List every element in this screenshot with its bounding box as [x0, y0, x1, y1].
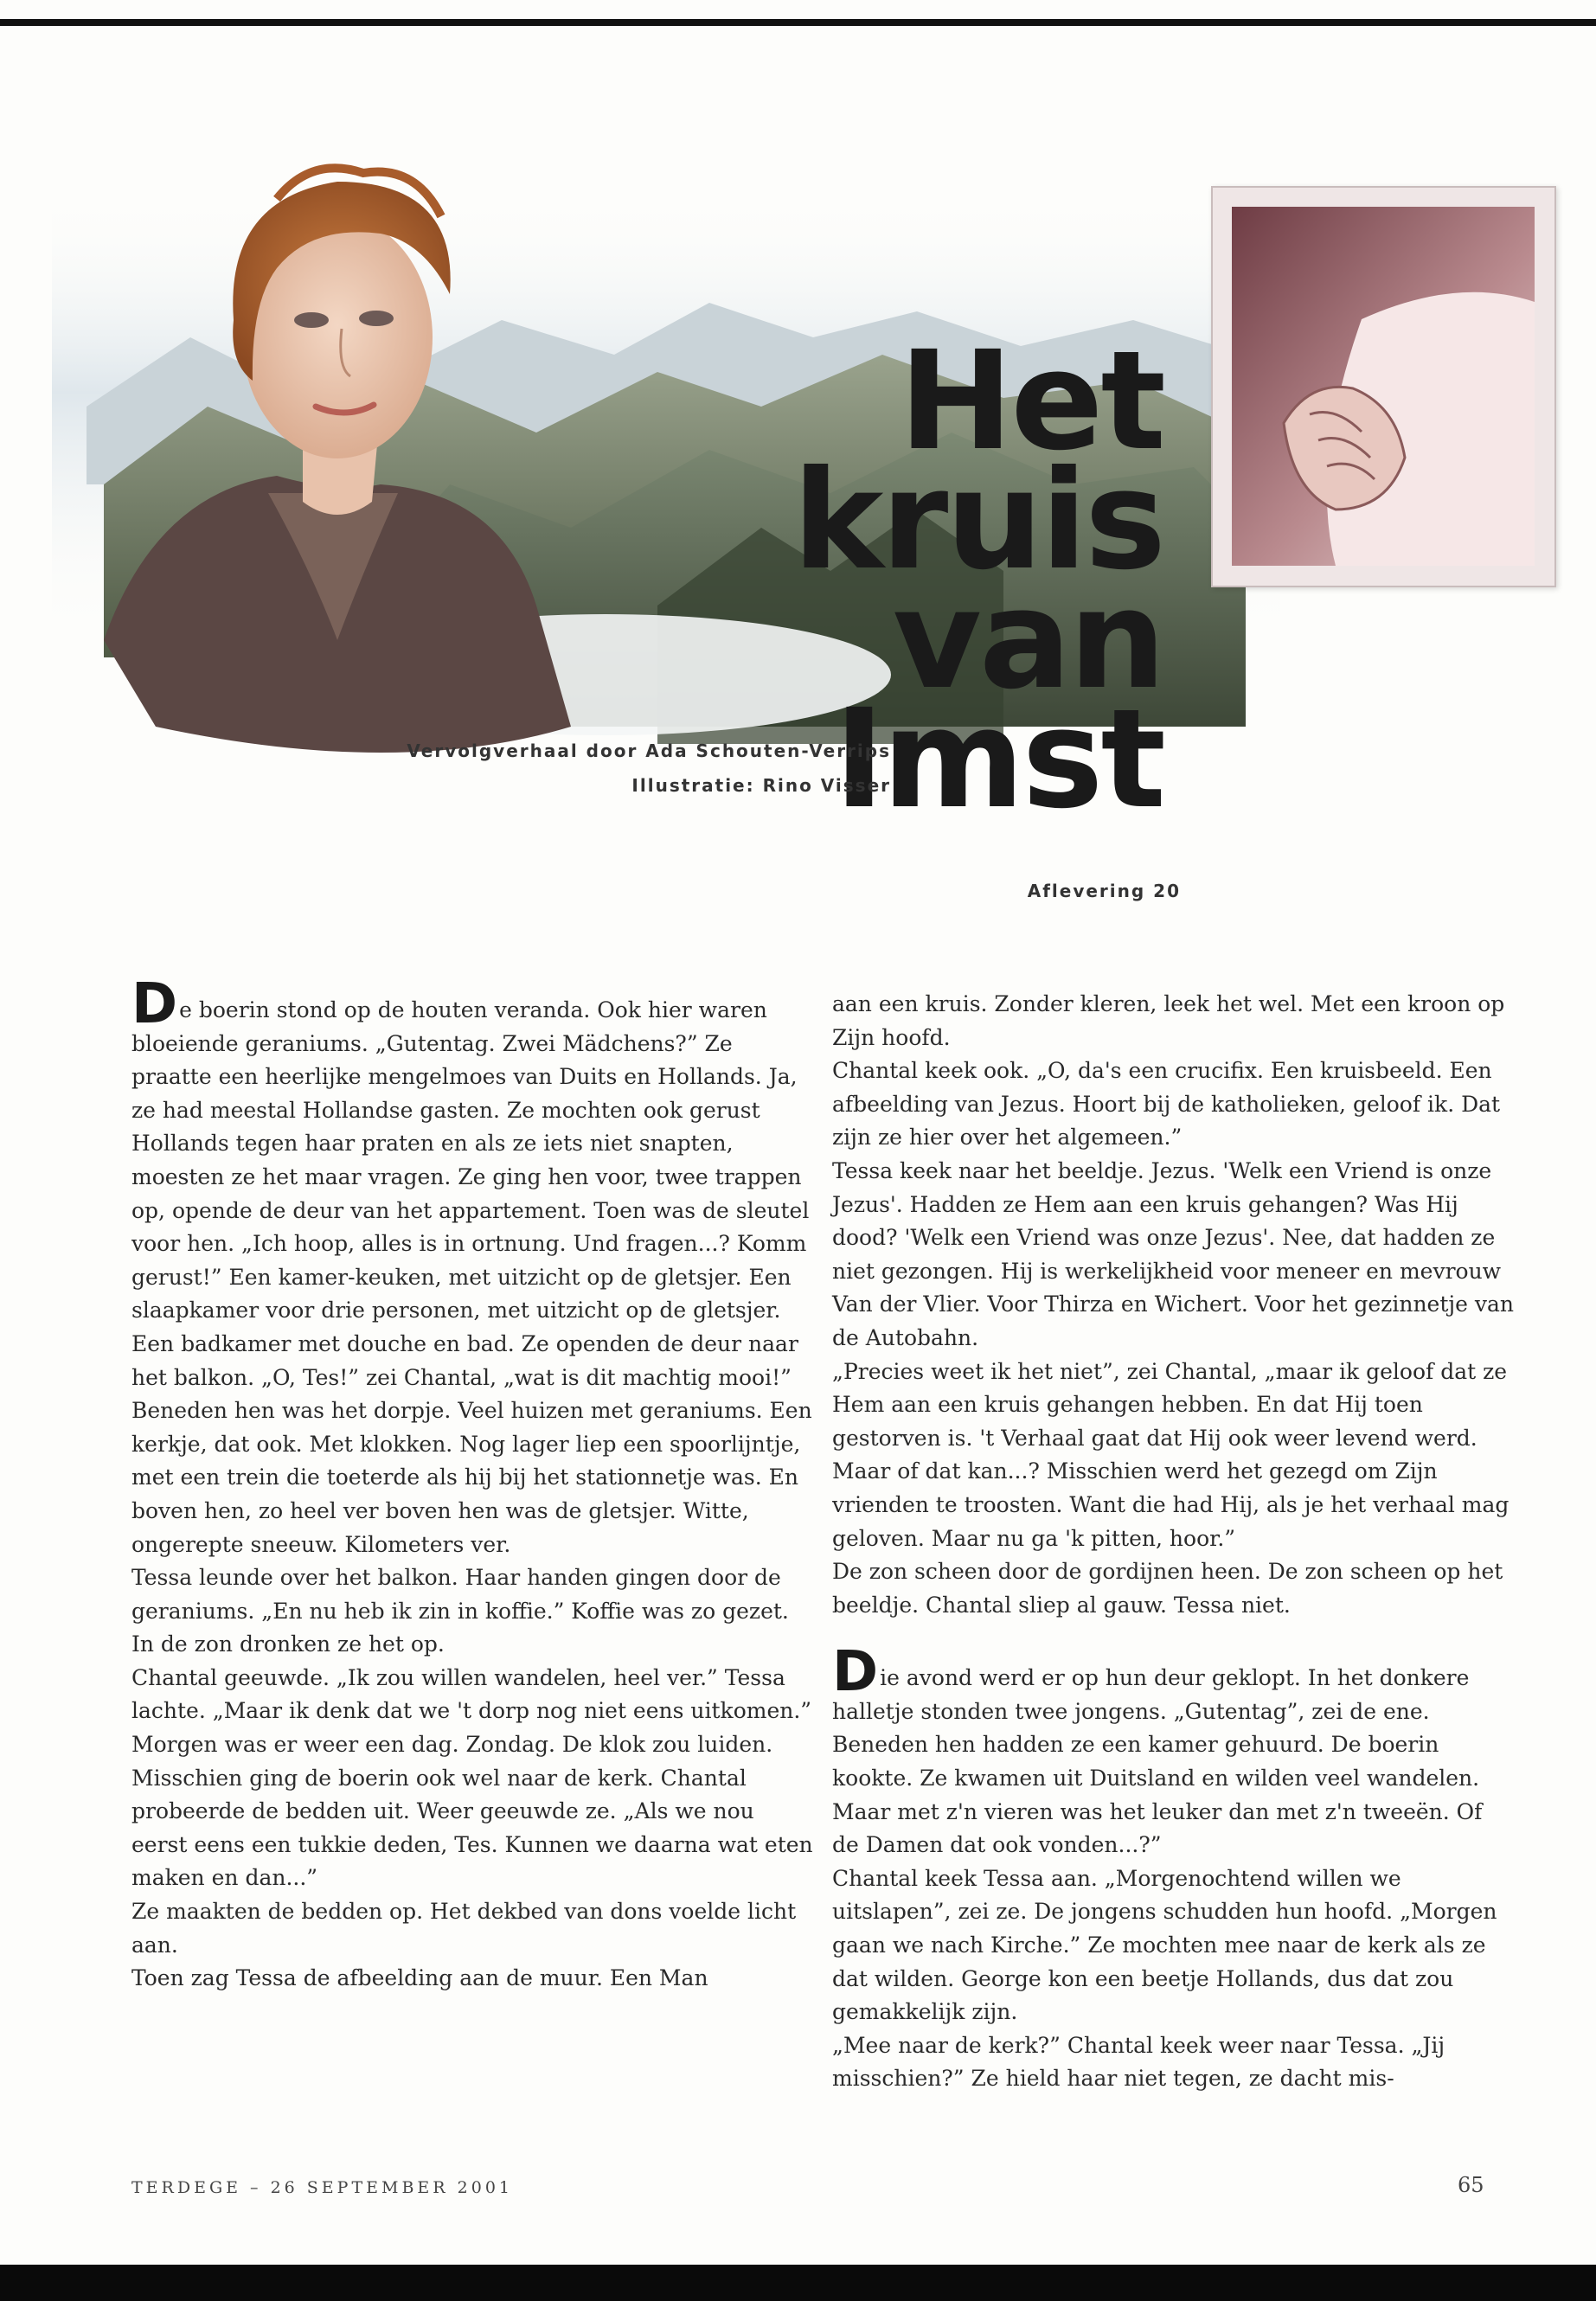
top-rule: [0, 19, 1596, 26]
episode-label: Aflevering 20: [1027, 881, 1181, 901]
paragraph: „Precies weet ik het niet”, zei Chantal, „maar ik geloof dat ze Hem aan een kruis gehangen hebben. En dat Hij toen gestorven is. 't Verhaal gaat dat Hij ook weer levend werd. Maar of dat kan...? Misschien werd het gezegd om Zijn vrienden te troosten. Want die had Hij, als je het verhaal mag geloven. Maar nu ga 'k pitten, hoor.”: [832, 1358, 1509, 1551]
paragraph: Morgen was er weer een dag. Zondag. De klok zou luiden. Misschien ging de boerin ook wel naar de kerk. Chantal probeerde de bedden uit. Weer geeuwde ze. „Als we nou eerst eens een tukkie deden, Tes. Kunnen we daarna wat eten maken en dan...”: [131, 1732, 813, 1891]
bottom-rule: [0, 2265, 1596, 2301]
paragraph: Chantal keek ook. „O, da's een crucifix. Een kruisbeeld. Een afbeelding van Jezus. Hoort bij de katholieken, geloof ik. Dat zijn ze hier over het algemeen.”: [832, 1058, 1501, 1150]
paragraph: aan een kruis. Zonder kleren, leek het wel. Met een kroon op Zijn hoofd.: [832, 991, 1505, 1050]
paragraph-text: e boerin stond op de houten veranda. Ook hier waren bloeiende geraniums. „Gutentag. Zwei Mädchens?” Ze praatte een heerlijke mengelmoes van Duits en Hollands. Ja, ze had meestal Hollandse gasten. Ze mochten ook gerust Hollands tegen haar praten en als ze iets niet snapten, moesten ze het maar vragen. Ze ging hen voor, twee trappen op, opende de deur van het appartement. Toen was de sleutel voor hen. „Ich hoop, alles is in ortnung. Und fragen...? Komm gerust!” Een kamer-keuken, met uitzicht op de gletsjer. Een slaapkamer voor drie personen, met uitzicht op de gletsjer. Een badkamer met douche en bad. Ze openden de deur naar het balkon. „O, Tes!” zei Chantal, „wat is dit machtig mooi!”: [131, 997, 810, 1390]
paragraph: Tessa keek naar het beeldje. Jezus. 'Welk een Vriend is onze Jezus'. Hadden ze Hem aan een kruis gehangen? Was Hij dood? 'Welk een Vriend was onze Jezus'. Nee, dat hadden ze niet gezongen. Hij is werkelijkheid voor meneer en mevrouw Van der Vlier. Voor Thirza en Wichert. Voor het gezinnetje van de Autobahn.: [832, 1157, 1515, 1350]
footer-publication: TERDEGE – 26 SEPTEMBER 2001: [131, 2178, 513, 2197]
byline: [407, 734, 891, 803]
author-credit: Vervolgverhaal door Ada Schouten-Verrips: [407, 740, 891, 761]
paragraph: [832, 1640, 1516, 1862]
drop-cap: D: [832, 1640, 879, 1705]
illustration-credit: Illustratie: Rino Visser: [631, 775, 891, 796]
left-column: [131, 972, 815, 1996]
right-column: [832, 988, 1516, 2096]
title-line: Imst: [834, 680, 1163, 839]
paragraph: Toen zag Tessa de afbeelding aan de muur. Een Man: [131, 1965, 708, 1991]
page-number: 65: [1458, 2173, 1484, 2197]
paragraph: [131, 972, 815, 1394]
paragraph: Ze maakten de bedden op. Het dekbed van dons voelde licht aan.: [131, 1899, 797, 1958]
paragraph: Beneden hen was het dorpje. Veel huizen met geraniums. Een kerkje, dat ook. Met klokken. Nog lager liep een spoorlijntje, met een trein die toeterde als hij bij het stationnetje was. En boven hen, zo heel ver boven hen was de gletsjer. Witte, ongerepte sneeuw. Kilometers ver.: [131, 1398, 812, 1557]
title-line: kruis: [792, 441, 1163, 600]
title-line: van: [892, 561, 1163, 720]
paragraph: „Mee naar de kerk?” Chantal keek weer naar Tessa. „Jij misschien?” Ze hield haar niet tegen, ze dacht mis-: [832, 2032, 1445, 2092]
paragraph-text: ie avond werd er op hun deur geklopt. In het donkere halletje stonden twee jongens. „Gutentag”, zei de ene. Beneden hen hadden ze een kamer gehuurd. De boerin kookte. Ze kwamen uit Duitsland en wilden veel wandelen. Maar met z'n vieren was het leuker dan met z'n tweeën. Of de Damen dat ook vonden...?”: [832, 1665, 1483, 1858]
inset-illustration-praying-hands: [1211, 186, 1556, 587]
paragraph: Chantal keek Tessa aan. „Morgenochtend willen we uitslapen”, zei ze. De jongens schudden hun hoofd. „Morgen gaan we nach Kirche.” Ze mochten mee naar de kerk als ze dat wilden. George kon een beetje Hollands, dus dat zou gemakkelijk zijn.: [832, 1865, 1497, 2025]
drop-cap: D: [131, 972, 178, 1036]
paragraph: De zon scheen door de gordijnen heen. De zon scheen op het beeldje. Chantal sliep al gauw. Tessa niet.: [832, 1559, 1503, 1618]
title-line: Het: [899, 322, 1163, 481]
paragraph: Tessa leunde over het balkon. Haar handen gingen door de geraniums. „En nu heb ik zin in koffie.” Koffie was zo gezet. In de zon dronken ze het op.: [131, 1565, 789, 1657]
paragraph: Chantal geeuwde. „Ik zou willen wandelen, heel ver.” Tessa lachte. „Maar ik denk dat we 't dorp nog niet eens uitkomen.”: [131, 1664, 812, 1724]
